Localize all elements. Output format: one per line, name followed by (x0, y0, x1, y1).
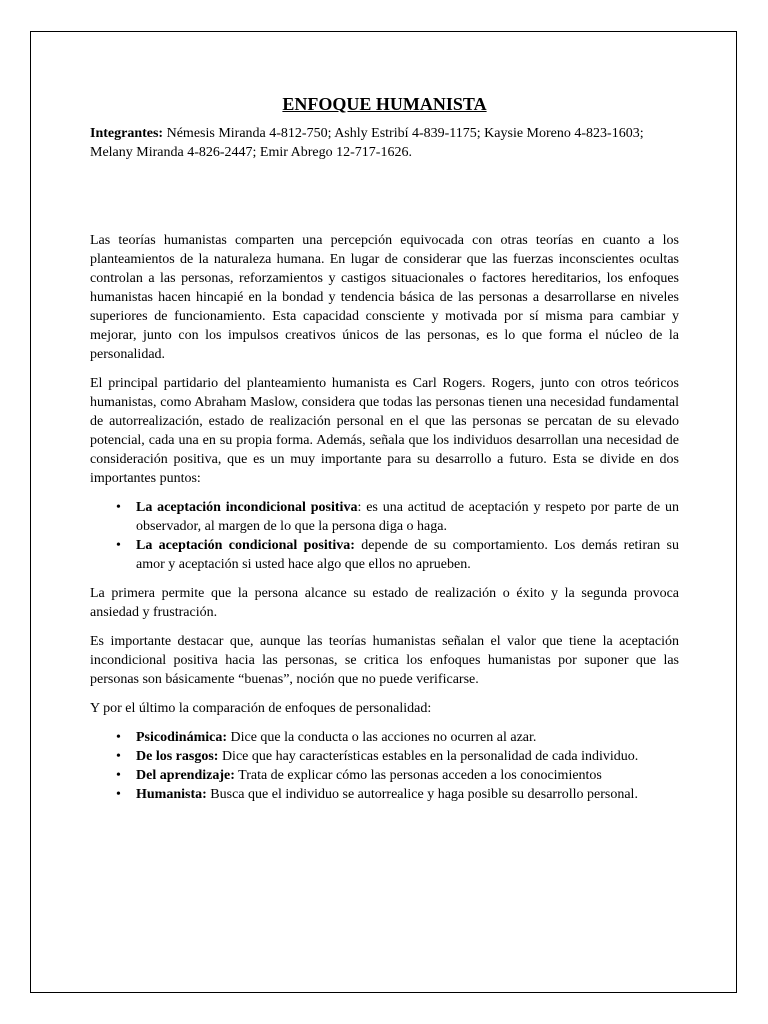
list-item-text: Busca que el individuo se autorrealice y haga posible su desarrollo personal. (206, 787, 638, 802)
paragraph-comparison-intro: Y por el último la comparación de enfoques de personalidad: (90, 701, 432, 716)
list-item (116, 536, 679, 574)
members-label: Integrantes: (90, 126, 164, 141)
list-item (116, 498, 679, 536)
bullet-icon: • (116, 500, 121, 515)
paragraph-intro: Las teorías humanistas comparten una percepción equivocada con otras teorías en cuanto a los planteamientos de la naturaleza humana. En lugar de considerar que las fuerzas inconscientes ocultas controlan a las personas, reforzamientos y castigos situacionales o factores hereditarios, los enfoques humanistas hacen hincapié en la bondad y tendencia básica de las personas a desarrollarse en niveles superiores de funcionamiento. Esta capacidad consciente y motivada por sí misma para cambiar y mejorar, junto con los impulsos creativos únicos de las personas, es lo que forma el núcleo de la personalidad. (90, 233, 679, 362)
list-item-text: Trata de explicar cómo las personas acceden a los conocimientos (234, 768, 602, 783)
list-item-term: La aceptación condicional positiva: (136, 538, 355, 553)
bullet-icon: • (116, 538, 121, 553)
list-item-term: De los rasgos: (136, 749, 219, 764)
document-title: ENFOQUE HUMANISTA (282, 94, 487, 114)
list-item-term: La aceptación incondicional positiva (136, 500, 358, 515)
members-line (90, 124, 679, 162)
bullet-icon: • (116, 768, 121, 783)
paragraph-criticism: Es importante destacar que, aunque las teorías humanistas señalan el valor que tiene la aceptación incondicional positiva hacia las personas, se critica los enfoques humanistas por suponer que las personas son básicamente “buenas”, noción que no puede verificarse. (90, 634, 679, 687)
document-body (90, 92, 679, 814)
comparison-list (90, 728, 679, 804)
paragraph-rogers: El principal partidario del planteamiento humanista es Carl Rogers. Rogers, junto con otros teóricos humanistas, como Abraham Maslow, considera que todas las personas tienen una necesidad fundamental de autorrealización, estado de realización personal en el que las personas se percatan de su elevado potencial, cada una en su propia forma. Además, señala que los individuos desarrollan una necesidad de consideración positiva, que es un muy importante para su desarrollo a futuro. Esta se divide en dos importantes puntos: (90, 376, 679, 486)
list-item-term: Humanista: (136, 787, 207, 802)
members-text: Némesis Miranda 4-812-750; Ashly Estribí 4-839-1175; Kaysie Moreno 4-823-1603; Melany Miranda 4-826-2447; Emir Abrego 12-717-1626. (90, 126, 644, 160)
blank-space (90, 162, 679, 231)
list-item (116, 728, 679, 747)
list-item-text: Dice que hay características estables en la personalidad de cada individuo. (218, 749, 639, 764)
bullet-icon: • (116, 787, 121, 802)
acceptance-list (90, 498, 679, 574)
list-item-text: depende de su comportamiento. Los demás retiran su amor y aceptación si usted hace algo que ellos no aprueben. (136, 538, 679, 572)
list-item-term: Psicodinámica: (136, 730, 227, 745)
list-item (116, 766, 679, 785)
paragraph-first-second: La primera permite que la persona alcance su estado de realización o éxito y la segunda provoca ansiedad y frustración. (90, 586, 679, 620)
bullet-icon: • (116, 730, 121, 745)
list-item-text: Dice que la conducta o las acciones no ocurren al azar. (227, 730, 537, 745)
bullet-icon: • (116, 749, 121, 764)
list-item-text: : es una actitud de aceptación y respeto por parte de un observador, al margen de lo que la persona diga o haga. (136, 500, 679, 534)
list-item-term: Del aprendizaje: (136, 768, 235, 783)
list-item (116, 747, 679, 766)
list-item (116, 785, 679, 804)
